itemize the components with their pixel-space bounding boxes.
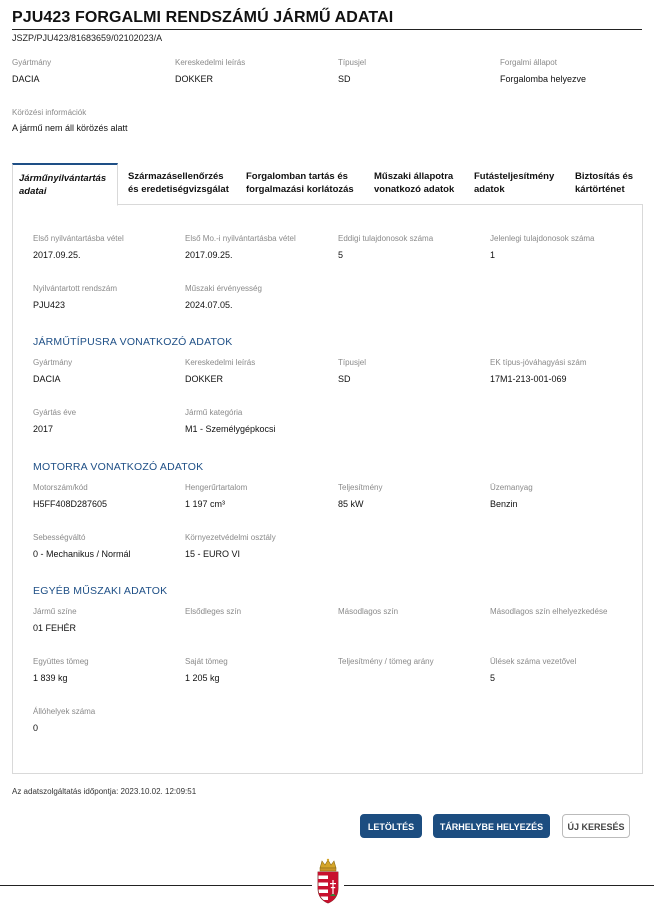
field-value: 2017	[33, 424, 54, 434]
wanted-info	[12, 108, 128, 134]
field-value: 85 kW	[338, 499, 364, 509]
field-label: Környezetvédelmi osztály	[185, 533, 276, 542]
field-label: Gyártás éve	[33, 408, 77, 417]
field-label: Másodlagos szín elhelyezkedése	[490, 607, 608, 616]
secondary-color	[338, 607, 398, 623]
footer-divider-left	[0, 885, 312, 886]
curb-weight	[185, 657, 228, 684]
field-value: SD	[338, 74, 351, 84]
field-label: Típusjel	[338, 358, 367, 367]
field-value: SD	[338, 374, 351, 384]
tab-label-line: adatai	[19, 186, 47, 197]
field-value: DOKKER	[175, 74, 214, 84]
field-label: Jármű kategória	[185, 408, 243, 417]
field-label: Kereskedelmi leírás	[175, 58, 246, 67]
field-value: 0	[33, 723, 39, 733]
field-label: Körözési információk	[12, 108, 87, 117]
field-value: 2024.07.05.	[185, 300, 233, 310]
field-value: 0 - Mechanikus / Normál	[33, 549, 131, 559]
tab-label-line: kártörténet	[575, 184, 625, 195]
previous-owners-count	[338, 234, 433, 261]
tab-insurance-history[interactable]	[569, 163, 643, 205]
tab-label-line: Műszaki állapotra	[374, 171, 454, 182]
primary-color	[185, 607, 241, 623]
field-label: Hengerűrtartalom	[185, 483, 248, 492]
field-label: Saját tömeg	[185, 657, 228, 666]
summary-commercial-description	[175, 58, 245, 85]
field-value: DACIA	[33, 374, 61, 384]
new-search-button[interactable]: ÚJ KERESÉS	[562, 814, 630, 838]
field-value: DACIA	[12, 74, 40, 84]
field-label: Sebességváltó	[33, 533, 86, 542]
section-title-vehicle-type: JÁRMŰTÍPUSRA VONATKOZÓ ADATOK	[33, 336, 233, 348]
tab-origin-check[interactable]	[122, 163, 240, 205]
tab-label-line: Biztosítás és	[575, 171, 634, 182]
tab-label-line: és eredetiségvizsgálat	[128, 184, 229, 195]
download-button[interactable]: LETÖLTÉS	[360, 814, 422, 838]
field-value: 01 FEHÉR	[33, 623, 77, 633]
field-value: A jármű nem áll körözés alatt	[12, 123, 128, 133]
tab-mileage[interactable]	[468, 163, 568, 205]
field-label: Teljesítmény	[338, 483, 383, 492]
field-label: Elsődleges szín	[185, 607, 242, 616]
reference-code: JSZP/PJU423/81683659/02102023/A	[12, 33, 163, 43]
tab-label-line: forgalmazási korlátozás	[246, 184, 354, 195]
field-label: Teljesítmény / tömeg arány	[338, 657, 434, 666]
tab-label-line: Forgalomban tartás és	[246, 171, 348, 182]
field-label: Eddigi tulajdonosok száma	[338, 234, 434, 243]
field-value: 15 - EURO VI	[185, 549, 241, 559]
field-label: Műszaki érvényesség	[185, 284, 262, 293]
tab-circulation-restrictions[interactable]	[240, 163, 368, 205]
gross-weight	[33, 657, 89, 684]
fuel-type	[490, 483, 533, 510]
field-label: Típusjel	[338, 58, 367, 67]
summary-type-code	[338, 58, 366, 85]
ec-type-approval-number	[490, 358, 587, 385]
registered-plate	[33, 284, 117, 311]
type-commercial-description	[185, 358, 255, 385]
first-hu-registration	[185, 234, 296, 261]
cylinder-capacity	[185, 483, 247, 510]
tab-bar	[12, 163, 643, 205]
field-label: Forgalmi állapot	[500, 58, 557, 67]
vehicle-category	[185, 408, 276, 435]
field-value: 5	[338, 250, 344, 260]
field-value: 17M1-213-001-069	[490, 374, 567, 384]
section-title-other-technical: EGYÉB MŰSZAKI ADATOK	[33, 585, 168, 597]
power-weight-ratio	[338, 657, 434, 673]
tab-label-line: adatok	[474, 184, 505, 195]
hungarian-coat-of-arms-icon	[314, 858, 342, 904]
tab-label-line: Futásteljesítmény	[474, 171, 555, 182]
page-title: PJU423 FORGALMI RENDSZÁMÚ JÁRMŰ ADATAI	[12, 9, 394, 26]
field-label: Jármű színe	[33, 607, 77, 616]
tab-label-line: vonatkozó adatok	[374, 184, 455, 195]
field-label: Gyártmány	[33, 358, 73, 367]
engine-power	[338, 483, 382, 510]
field-value: PJU423	[33, 300, 66, 310]
field-value: 1 205 kg	[185, 673, 220, 683]
footer-divider-right	[344, 885, 654, 886]
field-label: Jelenlegi tulajdonosok száma	[490, 234, 595, 243]
field-label: Első nyilvántartásba vétel	[33, 234, 124, 243]
tab-technical-condition[interactable]	[368, 163, 468, 205]
field-label: Gyártmány	[12, 58, 52, 67]
field-value: H5FF408D287605	[33, 499, 108, 509]
field-label: Együttes tömeg	[33, 657, 89, 666]
type-code	[338, 358, 366, 385]
field-label: Motorszám/kód	[33, 483, 88, 492]
field-value: Benzin	[490, 499, 518, 509]
field-value: Forgalomba helyezve	[500, 74, 587, 84]
summary-make	[12, 58, 51, 85]
field-label: Üzemanyag	[490, 483, 533, 492]
field-label: Állóhelyek száma	[33, 707, 96, 716]
field-label: Másodlagos szín	[338, 607, 399, 616]
field-label: EK típus-jóváhagyási szám	[490, 358, 587, 367]
field-value: 5	[490, 673, 496, 683]
field-value: 2017.09.25.	[33, 250, 81, 260]
field-value: 2017.09.25.	[185, 250, 233, 260]
first-registration	[33, 234, 124, 261]
seats-count	[490, 657, 576, 684]
production-year	[33, 408, 76, 435]
field-value: 1	[490, 250, 496, 260]
standing-places-count	[33, 707, 95, 734]
field-value: 1 839 kg	[33, 673, 68, 683]
engine-number	[33, 483, 107, 510]
environmental-class	[185, 533, 276, 560]
vehicle-color	[33, 607, 77, 634]
field-label: Nyilvántartott rendszám	[33, 284, 118, 293]
summary-registration-status	[500, 58, 586, 85]
section-title-engine: MOTORRA VONATKOZÓ ADATOK	[33, 461, 204, 473]
field-label: Első Mo.-i nyilvántartásba vétel	[185, 234, 296, 243]
technical-validity	[185, 284, 262, 311]
field-label: Ülések száma vezetővel	[490, 657, 577, 666]
field-label: Kereskedelmi leírás	[185, 358, 256, 367]
type-make	[33, 358, 72, 385]
current-owners-count	[490, 234, 595, 261]
field-value: 1 197 cm³	[185, 499, 226, 509]
store-to-storage-button[interactable]: TÁRHELYBE HELYEZÉS	[433, 814, 550, 838]
title-divider	[12, 29, 642, 30]
tab-registry-data[interactable]	[12, 163, 118, 206]
tab-label-line: Járműnyilvántartás	[19, 173, 107, 184]
tab-label-line: Származásellenőrzés	[128, 171, 224, 182]
secondary-color-position	[490, 607, 607, 623]
field-value: DOKKER	[185, 374, 224, 384]
gearbox	[33, 533, 131, 560]
field-value: M1 - Személygépkocsi	[185, 424, 276, 434]
data-timestamp: Az adatszolgáltatás időpontja: 2023.10.02. 12:09:51	[12, 787, 197, 796]
